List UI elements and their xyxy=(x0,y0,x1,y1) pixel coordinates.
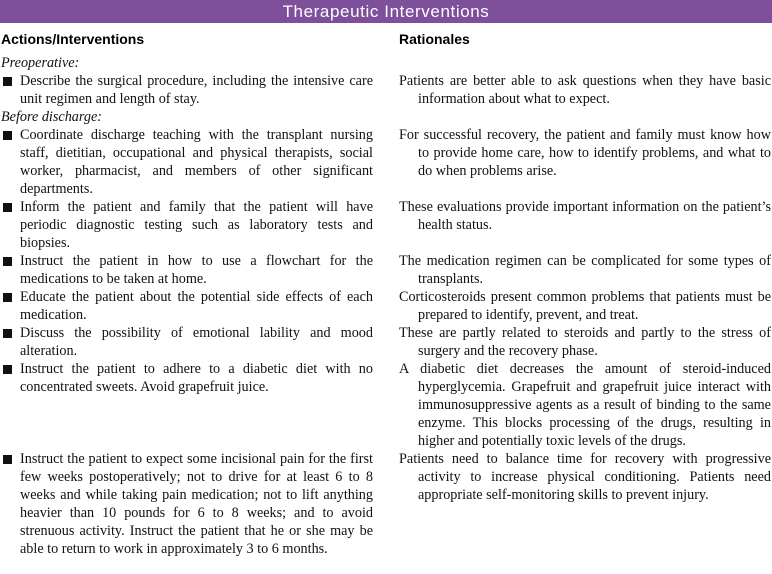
square-bullet-icon xyxy=(3,131,12,140)
rationale-item: A diabetic diet decreases the amount of steroid-induced hyperglycemia. Grapefruit and grapefruit juice interact with immunosuppressive agents as a result of binding to the same enzyme. This blocks processing of the drugs, resulting in higher and potentially toxic levels of the drugs. xyxy=(399,361,771,449)
rationale-item: Patients are better able to ask questions when they have basic information about what to expect. xyxy=(399,73,771,107)
rationale-item: The medication regimen can be complicated for some types of transplants. xyxy=(399,253,771,287)
preoperative-label: Preoperative: xyxy=(1,55,80,71)
action-item: Inform the patient and family that the patient will have periodic diagnostic testing such as laboratory tests and biopsies. xyxy=(1,198,373,252)
square-bullet-icon xyxy=(3,365,12,374)
action-item: Discuss the possibility of emotional lability and mood alteration. xyxy=(1,324,373,360)
square-bullet-icon xyxy=(3,77,12,86)
rationale-item: For successful recovery, the patient and family must know how to provide home care, how to identify problems, and what to do when problems arise. xyxy=(399,127,771,179)
action-item: Instruct the patient to expect some incisional pain for the first few weeks postoperatively; not to drive for at least 6 to 8 weeks and while taking pain medication; not to lift anything heavier than 10 pounds for 6 to 8 weeks; and to avoid strenuous activity. Instruct the patient that he or she may be able to return to work in approximately 3 to 6 months. xyxy=(1,450,373,558)
square-bullet-icon xyxy=(3,257,12,266)
rationale-item: These are partly related to steroids and partly to the stress of surgery and the recovery phase. xyxy=(399,325,771,359)
action-item: Describe the surgical procedure, including the intensive care unit regimen and length of stay. xyxy=(1,72,373,108)
action-item: Instruct the patient to adhere to a diabetic diet with no concentrated sweets. Avoid grapefruit juice. xyxy=(1,360,373,396)
rationale-item: These evaluations provide important information on the patient’s health status. xyxy=(399,199,771,233)
square-bullet-icon xyxy=(3,203,12,212)
section-title-banner: Therapeutic Interventions xyxy=(0,0,772,23)
square-bullet-icon xyxy=(3,329,12,338)
square-bullet-icon xyxy=(3,455,12,464)
action-item: Instruct the patient in how to use a flowchart for the medications to be taken at home. xyxy=(1,252,373,288)
actions-column-header: Actions/Interventions xyxy=(1,31,145,47)
before-discharge-label: Before discharge: xyxy=(1,109,102,125)
rationale-item: Corticosteroids present common problems that patients must be prepared to identify, prevent, and treat. xyxy=(399,289,771,323)
action-item: Coordinate discharge teaching with the transplant nursing staff, dietitian, occupational and physical therapists, social worker, pharmacist, and members of other significant departments. xyxy=(1,126,373,198)
rationale-item: Patients need to balance time for recovery with progressive activity to increase physical conditioning. Patients need appropriate self-monitoring skills to prevent injury. xyxy=(399,451,771,503)
rationales-column-header: Rationales xyxy=(399,31,470,47)
action-item: Educate the patient about the potential side effects of each medication. xyxy=(1,288,373,324)
square-bullet-icon xyxy=(3,293,12,302)
